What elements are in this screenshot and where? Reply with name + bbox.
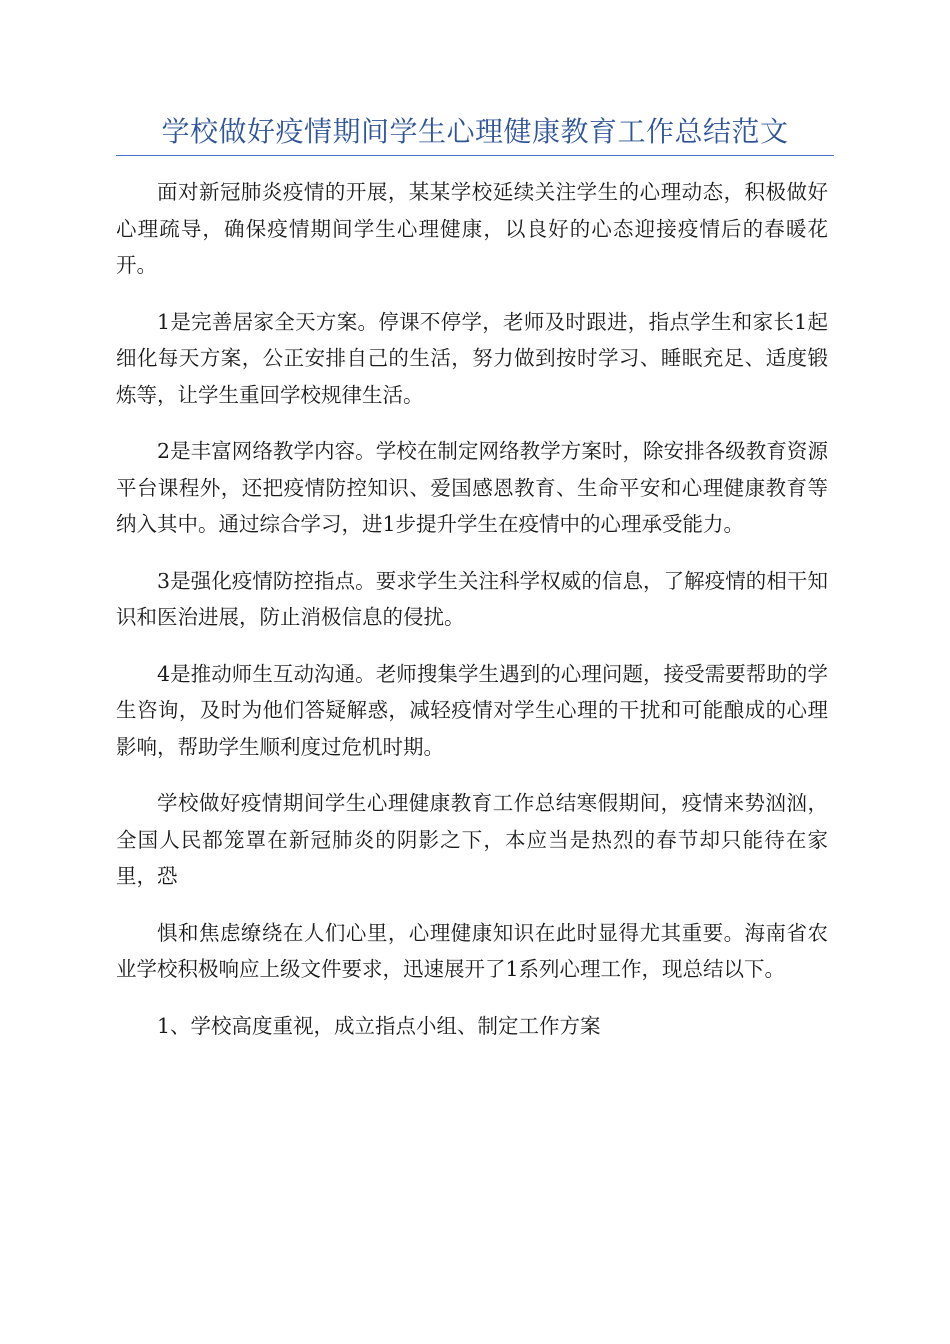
section-heading-1: 1、学校高度重视，成立指点小组、制定工作方案 xyxy=(157,1013,601,1038)
document-body xyxy=(116,174,828,1064)
paragraph-point-2: 2是丰富网络教学内容。学校在制定网络教学方案时，除安排各级教育资源平台课程外，还把疫情防控知识、爱国感恩教育、生命平安和心理健康教育等纳入其中。通过综合学习，进1步提升学生在疫情中的心理承受能力。 xyxy=(116,439,828,536)
paragraph-summary-intro: 学校做好疫情期间学生心理健康教育工作总结寒假期间，疫情来势汹汹，全国人民都笼罩在新冠肺炎的阴影之下，本应当是热烈的春节却只能待在家里，恐 xyxy=(116,791,828,888)
paragraph-intro: 面对新冠肺炎疫情的开展，某某学校延续关注学生的心理动态，积极做好心理疏导，确保疫情期间学生心理健康，以良好的心态迎接疫情后的春暖花开。 xyxy=(116,180,828,277)
paragraph-point-1: 1是完善居家全天方案。停课不停学，老师及时跟进，指点学生和家长1起细化每天方案，公正安排自己的生活，努力做到按时学习、睡眠充足、适度锻炼等，让学生重回学校规律生活。 xyxy=(116,309,828,407)
title-underline xyxy=(116,155,834,156)
document-title: 学校做好疫情期间学生心理健康教育工作总结范文 xyxy=(161,115,789,148)
paragraph-summary-continued: 惧和焦虑缭绕在人们心里，心理健康知识在此时显得尤其重要。海南省农业学校积极响应上级文件要求，迅速展开了1系列心理工作，现总结以下。 xyxy=(116,920,828,981)
paragraph-point-3: 3是强化疫情防控指点。要求学生关注科学权威的信息，了解疫情的相干知识和医治进展，防止消极信息的侵扰。 xyxy=(116,568,828,629)
paragraph-point-4: 4是推动师生互动沟通。老师搜集学生遇到的心理问题，接受需要帮助的学生咨询，及时为他们答疑解惑，减轻疫情对学生心理的干扰和可能酿成的心理影响，帮助学生顺利度过危机时期。 xyxy=(116,661,828,759)
